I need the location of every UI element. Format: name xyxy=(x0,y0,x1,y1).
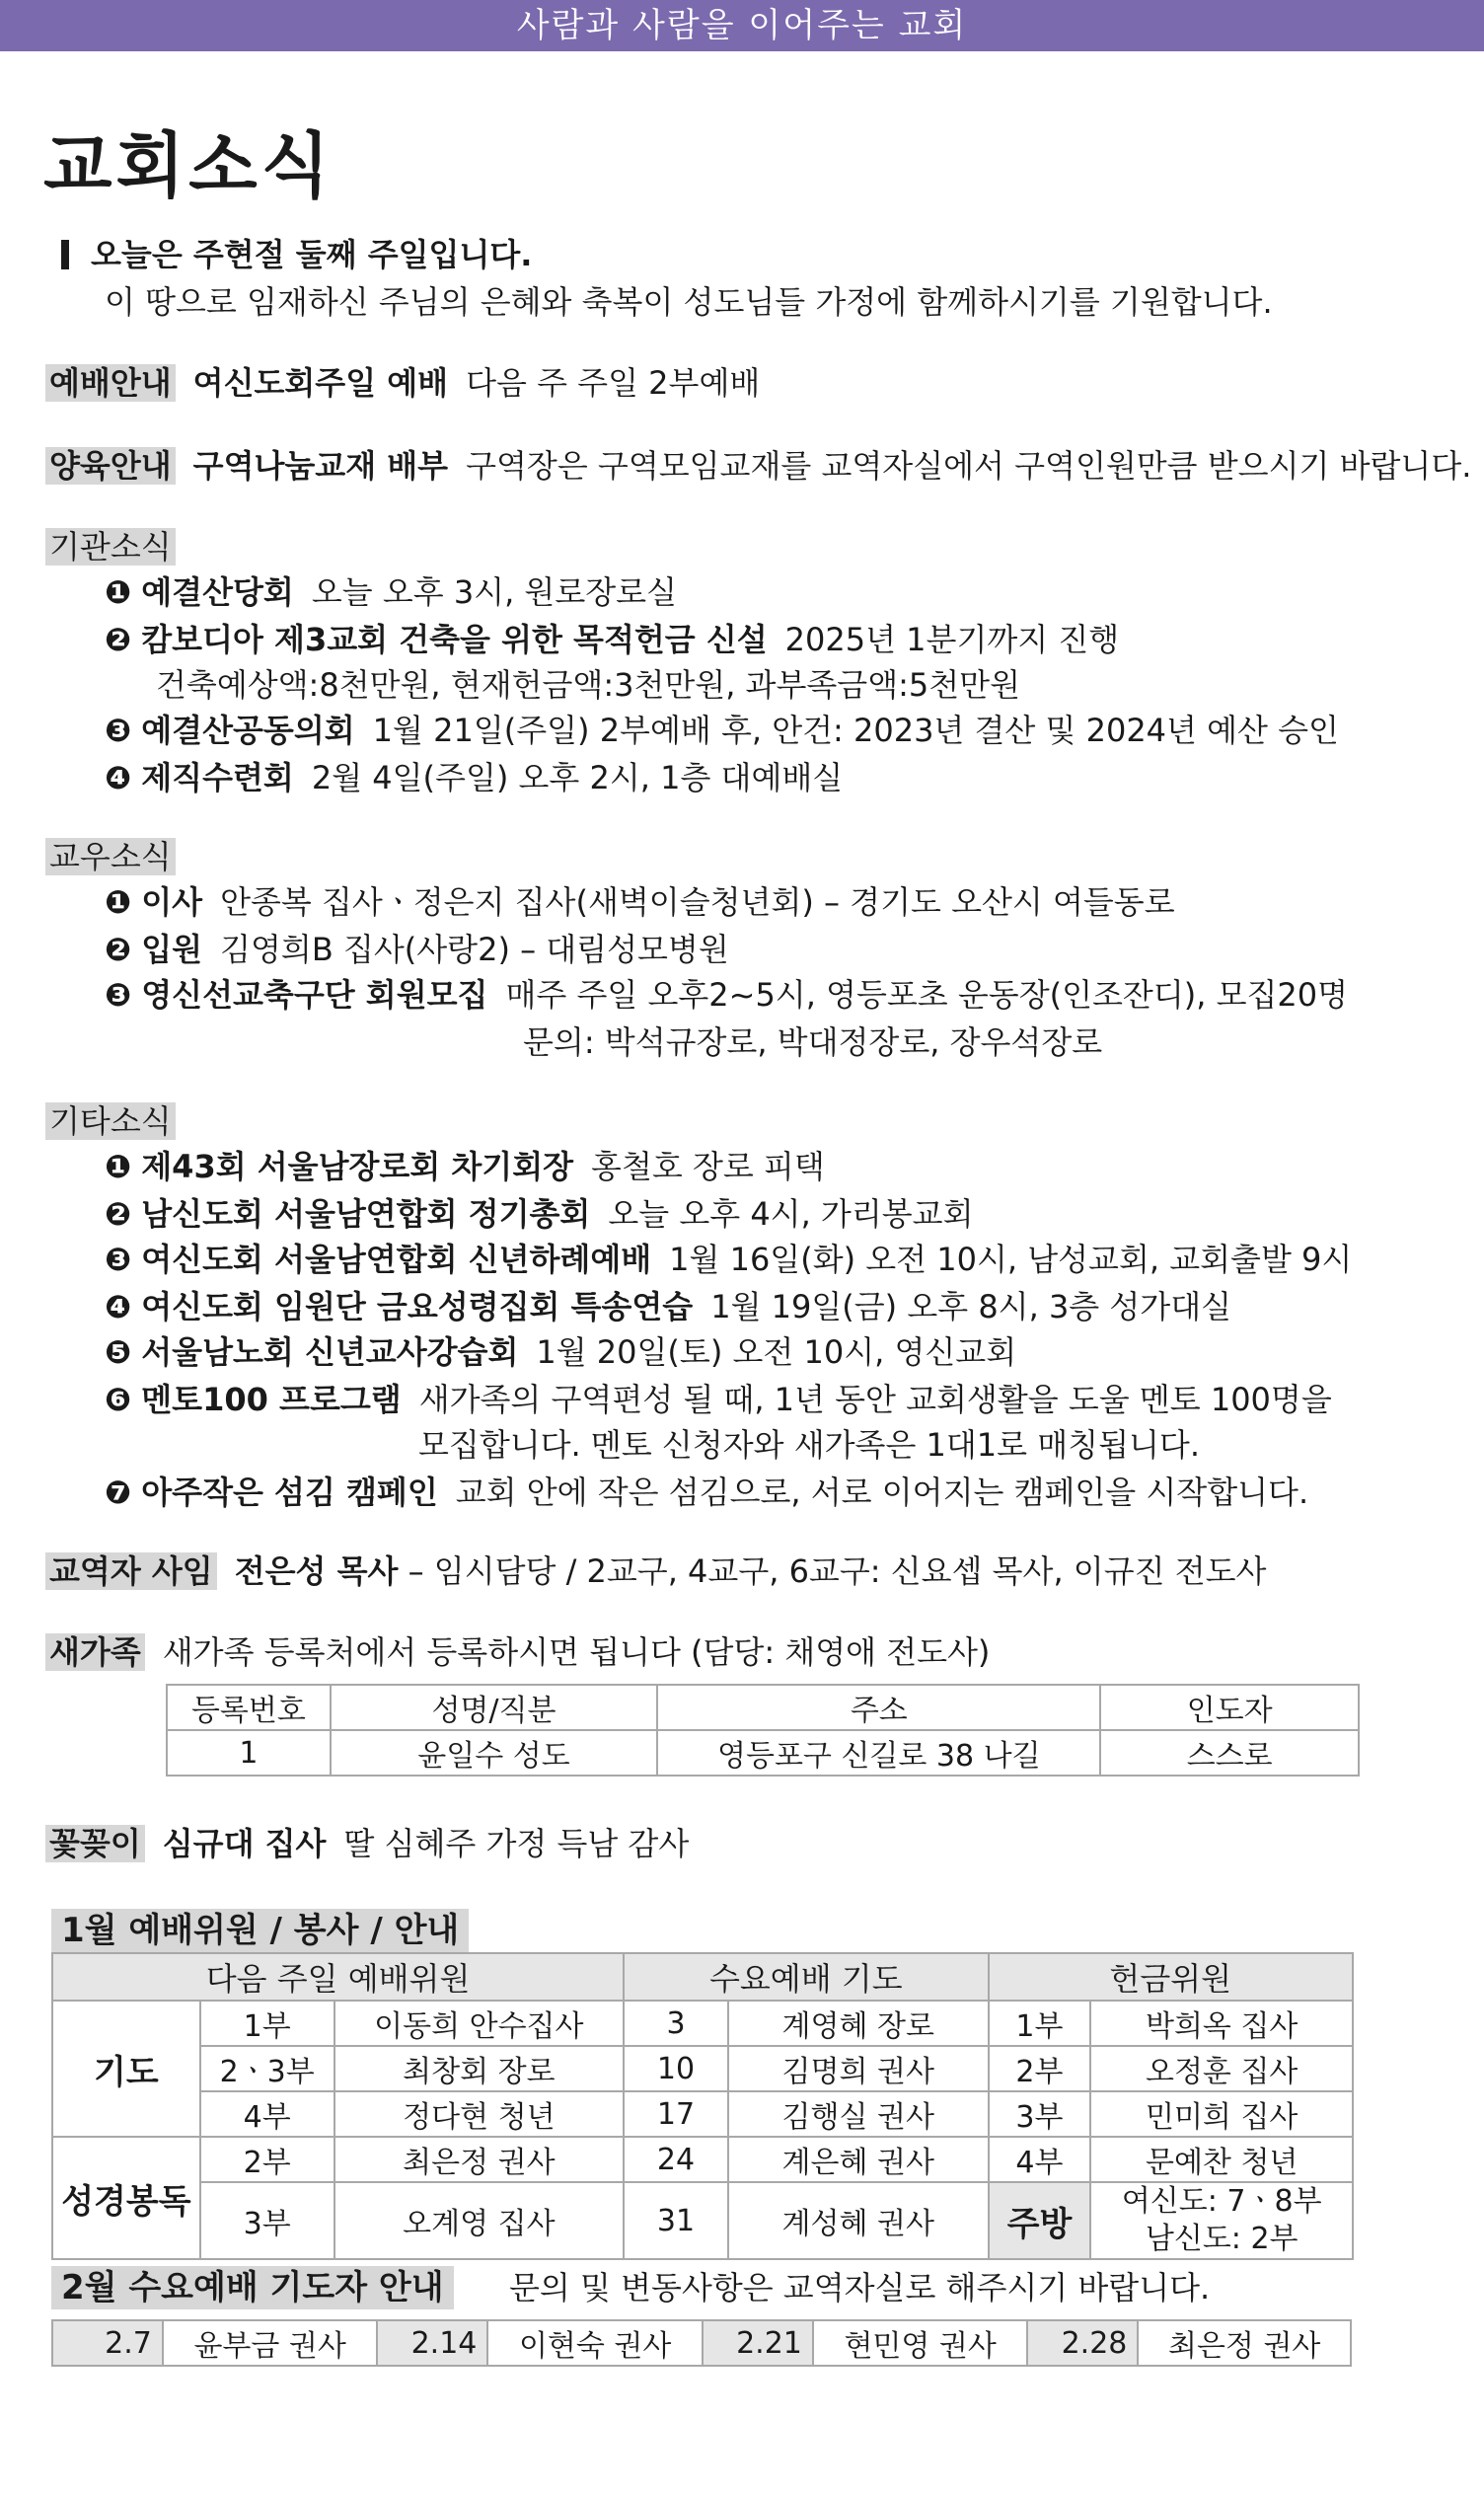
date-cell: 10 xyxy=(624,2046,728,2091)
item-number: ❷ xyxy=(105,931,132,968)
org-item-title: 제직수련회 xyxy=(141,759,294,796)
service-cell: 2부 xyxy=(989,2046,1091,2091)
item-number: ❹ xyxy=(105,759,132,796)
item-number: ❷ xyxy=(105,621,132,658)
table-row xyxy=(167,1730,1359,1776)
table-row xyxy=(52,2091,1353,2137)
service-cell: 3부 xyxy=(200,2182,334,2259)
column-header: 주소 xyxy=(657,1685,1100,1730)
intro-headline: 오늘은 주현절 둘째 주일입니다. xyxy=(91,236,533,273)
table-row xyxy=(52,2001,1353,2046)
org-item xyxy=(105,756,843,799)
member-item-text: 김영희B 집사(사랑2) – 대림성모병원 xyxy=(220,931,729,968)
table-row xyxy=(52,2137,1353,2182)
org-item-title: 캄보디아 제3교회 건축을 위한 목적헌금 신설 xyxy=(141,621,768,658)
worship-title: 여신도회주일 예배 xyxy=(192,364,449,402)
page-title: 교회소식 xyxy=(43,123,334,207)
item-number: ❷ xyxy=(105,1195,132,1233)
worship-label: 예배안내 xyxy=(45,364,176,402)
etc-item-text: 새가족의 구역편성 될 때, 1년 동안 교회생활을 도울 멘토 100명을 xyxy=(418,1381,1332,1418)
service-cell: 4부 xyxy=(200,2091,334,2137)
flowers-title: 심규대 집사 xyxy=(162,1825,327,1862)
org-item-title: 예결산공동의회 xyxy=(141,712,355,749)
etc-item xyxy=(105,1145,825,1188)
name-cell: 최창회 장로 xyxy=(334,2046,625,2091)
column-header: 성명/직분 xyxy=(331,1685,657,1730)
category-cell: 성경봉독 xyxy=(52,2137,200,2259)
org-item-text2: 건축예상액:8천만원, 현재헌금액:3천만원, 과부족금액:5천만원 xyxy=(156,666,1020,704)
item-number: ❶ xyxy=(105,573,132,611)
item-number: ❺ xyxy=(105,1333,132,1371)
date-cell: 2.28 xyxy=(1027,2320,1138,2366)
education-notice xyxy=(45,444,1471,488)
ministers-text: – 임시담당 / 2교구, 4교구, 6교구: 신요셉 목사, 이규진 전도사 xyxy=(408,1552,1267,1590)
education-text: 구역장은 구역모임교재를 교역자실에서 구역인원만큼 받으시기 바랍니다. xyxy=(466,447,1472,485)
table-row xyxy=(52,2046,1353,2091)
service-cell: 2부 xyxy=(200,2137,334,2182)
member-item-title: 입원 xyxy=(141,931,203,968)
date-cell: 2.7 xyxy=(52,2320,163,2366)
education-title: 구역나눔교재 배부 xyxy=(192,447,449,485)
etc-item-text: 1월 20일(토) 오전 10시, 영신교회 xyxy=(536,1333,1017,1371)
item-number: ❻ xyxy=(105,1381,132,1418)
table-cell: 윤일수 성도 xyxy=(331,1730,657,1776)
member-item xyxy=(105,973,1348,1017)
item-number: ❶ xyxy=(105,883,132,921)
column-header: 다음 주일 예배위원 xyxy=(52,1953,624,2001)
ministers-notice xyxy=(45,1550,1266,1593)
etc-item-text: 홍철호 장로 피택 xyxy=(591,1148,825,1185)
member-item-title: 영신선교축구단 회원모집 xyxy=(141,976,488,1014)
etc-item-title: 남신도회 서울남연합회 정기총회 xyxy=(141,1195,591,1233)
flowers-label: 꽃꽂이 xyxy=(45,1825,145,1862)
etc-item xyxy=(105,1285,1231,1328)
etc-item-text2: 모집합니다. 멘토 신청자와 새가족은 1대1로 매칭됩니다. xyxy=(418,1426,1200,1464)
org-item-text: 오늘 오후 3시, 원로장로실 xyxy=(311,573,677,611)
name-cell: 이현숙 권사 xyxy=(487,2320,703,2366)
name-cell: 민미희 집사 xyxy=(1090,2091,1353,2137)
item-number: ❸ xyxy=(105,1241,132,1278)
name-cell: 계영혜 장로 xyxy=(728,2001,989,2046)
newcomers-text: 새가족 등록처에서 등록하시면 됩니다 (담당: 채영애 전도사) xyxy=(162,1633,991,1671)
etc-label: 기타소식 xyxy=(45,1102,176,1140)
name-cell: 오정훈 집사 xyxy=(1090,2046,1353,2091)
org-item-title: 예결산당회 xyxy=(141,573,294,611)
category-cell: 기도 xyxy=(52,2001,200,2137)
etc-item xyxy=(105,1378,1332,1421)
intro-body: 이 땅으로 임재하신 주님의 은혜와 축복이 성도님들 가정에 함께하시기를 기원합니다. xyxy=(105,283,1273,321)
etc-item xyxy=(105,1471,1308,1514)
name-cell: 계성혜 권사 xyxy=(728,2182,989,2259)
member-item-text: 매주 주일 오후2~5시, 영등포초 운동장(인조잔디), 모집20명 xyxy=(505,976,1349,1014)
etc-item xyxy=(105,1192,974,1236)
service-cell: 1부 xyxy=(989,2001,1091,2046)
name-cell: 윤부금 권사 xyxy=(163,2320,378,2366)
etc-label-line xyxy=(45,1099,176,1143)
name-cell: 오계영 집사 xyxy=(334,2182,625,2259)
duty-table xyxy=(51,1952,1354,2260)
etc-item-title: 여신도회 임원단 금요성령집회 특송연습 xyxy=(141,1288,694,1325)
column-header: 수요예배 기도 xyxy=(624,1953,988,2001)
name-cell: 최은정 권사 xyxy=(1138,2320,1351,2366)
member-item-text2: 문의: 박석규장로, 박대정장로, 장우석장로 xyxy=(523,1023,1103,1061)
name-cell: 김명희 권사 xyxy=(728,2046,989,2091)
duty-header: 1월 예배위원 / 봉사 / 안내 xyxy=(51,1909,469,1952)
etc-item-title: 멘토100 프로그램 xyxy=(141,1381,402,1418)
table-cell: 영등포구 신길로 38 나길 xyxy=(657,1730,1100,1776)
feb-note: 문의 및 변동사항은 교역자실로 해주시기 바랍니다. xyxy=(509,2269,1211,2306)
kitchen-women: 여신도: 7ㆍ8부 xyxy=(1121,2184,1322,2219)
newcomers-notice xyxy=(45,1630,990,1674)
flowers-notice xyxy=(45,1822,689,1865)
service-cell: 1부 xyxy=(200,2001,334,2046)
item-number: ❸ xyxy=(105,712,132,749)
etc-item-title: 제43회 서울남장로회 차기회장 xyxy=(141,1148,574,1185)
members-label: 교우소식 xyxy=(45,838,176,875)
item-number: ❼ xyxy=(105,1474,132,1511)
name-cell: 문예찬 청년 xyxy=(1090,2137,1353,2182)
date-cell: 31 xyxy=(624,2182,728,2259)
name-cell: 정다현 청년 xyxy=(334,2091,625,2137)
worship-text: 다음 주 주일 2부예배 xyxy=(466,364,761,402)
education-label: 양육안내 xyxy=(45,447,176,485)
etc-item-text: 오늘 오후 4시, 가리봉교회 xyxy=(608,1195,974,1233)
feb-header: 2월 수요예배 기도자 안내 xyxy=(51,2266,454,2309)
kitchen-cell xyxy=(1090,2182,1353,2259)
etc-item xyxy=(105,1238,1352,1281)
service-cell: 4부 xyxy=(989,2137,1091,2182)
bullet-marker xyxy=(61,240,69,269)
name-cell: 박희옥 집사 xyxy=(1090,2001,1353,2046)
etc-item-title: 아주작은 섬김 캠페인 xyxy=(141,1474,438,1511)
etc-item-text: 1월 19일(금) 오후 8시, 3층 성가대실 xyxy=(710,1288,1232,1325)
etc-item-title: 서울남노회 신년교사강습회 xyxy=(141,1333,519,1371)
item-number: ❹ xyxy=(105,1288,132,1325)
etc-item xyxy=(105,1330,1016,1374)
date-cell: 2.14 xyxy=(377,2320,487,2366)
etc-item-title: 여신도회 서울남연합회 신년하례예배 xyxy=(141,1241,652,1278)
kitchen-label: 주방 xyxy=(989,2182,1091,2259)
org-label-line xyxy=(45,525,176,568)
table-row xyxy=(52,2182,1353,2259)
table-cell: 1 xyxy=(167,1730,331,1776)
etc-item-text: 교회 안에 작은 섬김으로, 서로 이어지는 캠페인을 시작합니다. xyxy=(455,1474,1309,1511)
date-cell: 3 xyxy=(624,2001,728,2046)
worship-notice xyxy=(45,361,760,405)
column-header: 등록번호 xyxy=(167,1685,331,1730)
name-cell: 이동희 안수집사 xyxy=(334,2001,625,2046)
newcomers-table xyxy=(166,1684,1360,1777)
church-banner: 사람과 사람을 이어주는 교회 xyxy=(0,0,1484,51)
org-item xyxy=(105,709,1339,752)
item-number: ❸ xyxy=(105,976,132,1014)
date-cell: 17 xyxy=(624,2091,728,2137)
name-cell: 현민영 권사 xyxy=(813,2320,1028,2366)
feb-table xyxy=(51,2319,1352,2367)
name-cell: 김행실 권사 xyxy=(728,2091,989,2137)
name-cell: 계은혜 권사 xyxy=(728,2137,989,2182)
flowers-text: 딸 심혜주 가정 득남 감사 xyxy=(343,1825,690,1862)
intro-headline-line xyxy=(61,233,532,276)
org-item xyxy=(105,570,677,614)
service-cell: 3부 xyxy=(989,2091,1091,2137)
member-item-title: 이사 xyxy=(141,883,203,921)
table-row xyxy=(52,2320,1351,2366)
etc-item-text: 1월 16일(화) 오전 10시, 남성교회, 교회출발 9시 xyxy=(669,1241,1353,1278)
member-item xyxy=(105,880,1175,924)
column-header: 인도자 xyxy=(1100,1685,1359,1730)
newcomers-label: 새가족 xyxy=(45,1633,145,1671)
table-cell: 스스로 xyxy=(1100,1730,1359,1776)
org-item-text: 2025년 1분기까지 진행 xyxy=(784,621,1120,658)
service-cell: 2ㆍ3부 xyxy=(200,2046,334,2091)
date-cell: 24 xyxy=(624,2137,728,2182)
kitchen-men: 남신도: 2부 xyxy=(1145,2222,1298,2256)
member-item xyxy=(105,928,729,971)
table-header-row xyxy=(52,1953,1353,2001)
org-item-text: 2월 4일(주일) 오후 2시, 1층 대예배실 xyxy=(311,759,844,796)
item-number: ❶ xyxy=(105,1148,132,1185)
ministers-title: 전은성 목사 xyxy=(234,1552,399,1590)
org-item-text: 1월 21일(주일) 2부예배 후, 안건: 2023년 결산 및 2024년 예산 승인 xyxy=(372,712,1339,749)
name-cell: 최은정 권사 xyxy=(334,2137,625,2182)
members-label-line xyxy=(45,835,176,878)
ministers-label: 교역자 사임 xyxy=(45,1552,217,1590)
column-header: 헌금위원 xyxy=(989,1953,1353,2001)
date-cell: 2.21 xyxy=(703,2320,813,2366)
org-label: 기관소식 xyxy=(45,528,176,566)
org-item xyxy=(105,618,1119,661)
member-item-text: 안종복 집사ㆍ정은지 집사(새벽이슬청년회) – 경기도 오산시 여들동로 xyxy=(220,883,1175,921)
table-header-row xyxy=(167,1685,1359,1730)
